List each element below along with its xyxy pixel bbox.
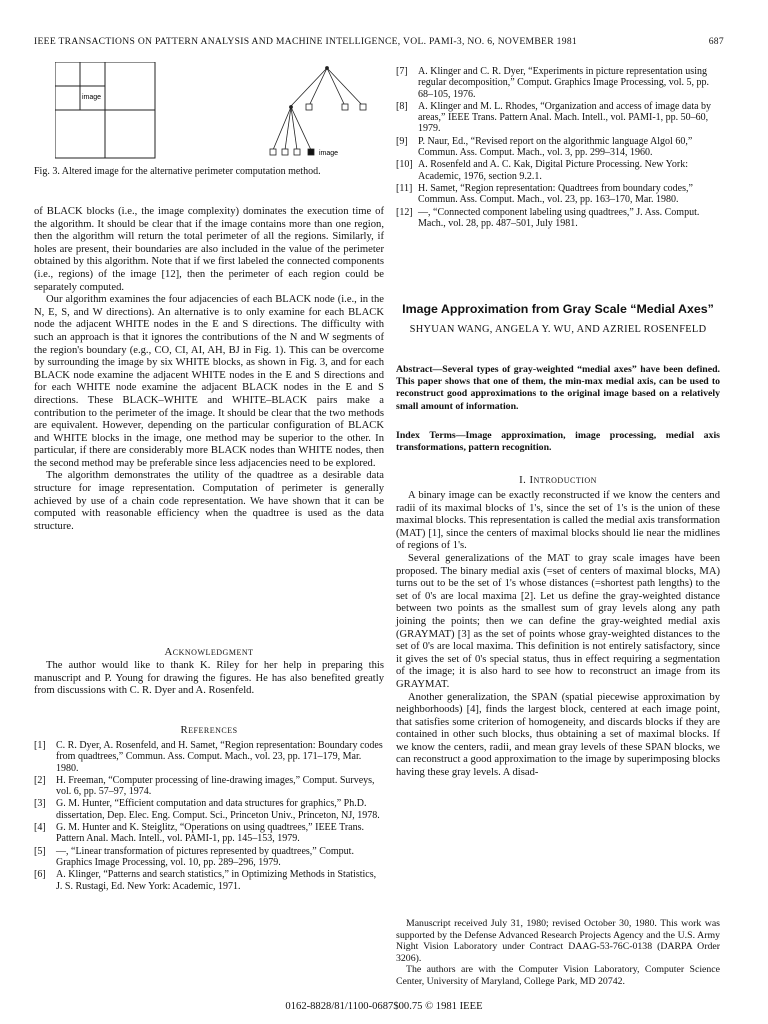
reference [396, 159, 720, 182]
paragraph: Several generalizations of the MAT to gray scale images have been proposed. The binary medial axis (=set of centers of maximal blocks, MA) turns out to be the set of 1's whose distances (=shortest path lengths) to the set of 0's are local maxima [2]. Let us define the gray-weighted distance between two points as the smallest sum of gray levels along any path joining the points; then we can define the gray-weighted medial axis (GRAYMAT) [3] as the set of points whose gray-weighted distances to the set of 0's are local maxima. This definition is not entirely satisfactory, since it gives the set of 0's special status, thus in effect requiring a segmentation of the image; it is also hard to see how to reconstruct an image from its GRAYMAT. [396, 552, 720, 690]
reference [396, 207, 720, 230]
reference-number: [12] [396, 206, 413, 218]
reference-text: A. Klinger and M. L. Rhodes, “Organization and access of image data by areas,” IEEE Trans. Pattern Anal. Mach. Intell., vol. PAMI-1, pp. 50–60, 1979. [418, 100, 712, 135]
right-references [396, 66, 720, 230]
tree-image-label: image [319, 150, 339, 157]
reference-number: [4] [34, 822, 46, 834]
left-column [34, 206, 384, 533]
reference-text: G. M. Hunter and K. Steiglitz, “Operations on using quadtrees,” IEEE Trans. Pattern Anal. Mach. Intell., vol. PAMI-1, pp. 145–153, 1979. [56, 822, 365, 845]
reference-number: [9] [396, 135, 408, 147]
reference-number: [11] [396, 182, 413, 194]
index-terms: Index Terms—Image approximation, image processing, medial axis transformations, pattern recognition. [396, 430, 720, 454]
reference-number: [7] [396, 66, 408, 77]
reference-text: A. Rosenfeld and A. C. Kak, Digital Picture Processing. New York: Academic, 1976, section 9.2.1. [418, 159, 688, 182]
footnote [396, 918, 720, 987]
reference-number: [1] [34, 740, 46, 751]
paragraph: of BLACK blocks (i.e., the image complexity) dominates the execution time of the algorithm. It should be clear that if the image contains more than one region, then the algorithm will return the total perimeter of all the regions. Similarly, if holes are present, their boundaries are also included in the value of the perimeter obtained by this algorithm. Note that if we first labeled the connected components (i.e., regions) of the image [12], then the perimeter of each region could be separately computed. [34, 206, 384, 293]
footnote-affiliation: The authors are with the Computer Vision Laboratory, Computer Science Center, University of Maryland, College Park, MD 20742. [396, 964, 720, 987]
paragraph: A binary image can be exactly reconstructed if we know the centers and radii of its maximal blocks of 1's, since the set of 1's is the union of these maximal blocks. This representation is called the medial axis transformation (MAT) [1], since the centers of maximal blocks should lie near the midlines of regions of 1's. [396, 490, 720, 552]
reference-number: [5] [34, 845, 46, 857]
quadtree-grid [55, 62, 155, 158]
figure-3 [55, 62, 385, 170]
figure-caption: Fig. 3. Altered image for the alternative perimeter computation method. [34, 166, 321, 177]
reference [34, 798, 384, 821]
section-heading: I. Introduction [519, 474, 597, 486]
grid-image-label: image [82, 94, 102, 101]
paragraph: Another generalization, the SPAN (spatial piecewise approximation by neighborhoods) [4], finds the largest block, centered at each image point, that satisfies some criterion of homogeneity, and discards blocks if they are contained in other such blocks, thus obtaining a set of maximal blocks. If we know the centers, radii, and mean gray levels of these SPAN blocks, we can reconstruct a good approximation to the image by superimposing blocks having these gray levels. A disad- [396, 691, 720, 779]
reference-number: [2] [34, 774, 46, 786]
copyright-line: 0162-8828/81/1100-0687$00.75 © 1981 IEEE [285, 1001, 483, 1012]
quadtree-diagram [270, 67, 366, 156]
acknowledgment [34, 660, 384, 698]
abstract: Abstract—Several types of gray-weighted “medial axes” have been defined. This paper shows that one of them, the min-max medial axis, can be used to reconstruct good approximations to the original image based on a relatively small amount of information. [396, 364, 720, 412]
article-title: Image Approximation from Gray Scale “Medial Axes” [402, 302, 714, 316]
reference [34, 822, 384, 845]
reference-text: A. Klinger, “Patterns and search statistics,” in Optimizing Methods in Statistics, J. S. Rustagi, Ed. New York: Academic, 1971. [56, 869, 377, 892]
reference [34, 740, 384, 774]
reference [34, 869, 384, 892]
reference [34, 775, 384, 798]
left-references [34, 740, 384, 893]
reference [34, 846, 384, 869]
paragraph: Our algorithm examines the four adjacencies of each BLACK node (i.e., in the N, E, S, and W directions). An alternative is to only examine for each BLACK node the adjacent WHITE nodes in the E and S directions. The difficulty with such an approach is that it ignores the contributions of the N and W segments of the region's boundary (e.g., CO, CI, AI, AH, BJ in Fig. 1). This can be overcome by surrounding the image by six WHITE blocks, as shown in Fig. 3, and for each BLACK node examine the adjacent WHITE nodes in the E and S directions and for each WHITE node examine the adjacent BLACK nodes in the E and S directions. These BLACK–WHITE and WHITE–BLACK pairs make a contribution to the perimeter of the image. It should be clear that the two methods are equivalent. However, depending on the particular configuration of BLACK and WHITE blocks in the image, one method may be superior to the other. In particular, if there are considerably more BLACK nodes than WHITE nodes, then the second method may be preferable since less adjacencies need to be explored. [34, 294, 384, 469]
reference-number: [10] [396, 159, 413, 171]
right-column [396, 490, 720, 780]
reference-text: H. Freeman, “Computer processing of line-drawing images,” Comput. Surveys, vol. 6, pp. 57–97, 1974. [56, 774, 375, 798]
journal-header: IEEE TRANSACTIONS ON PATTERN ANALYSIS AND MACHINE INTELLIGENCE, VOL. PAMI-3, NO. 6, NOVEMBER 1981 [34, 36, 578, 47]
reference-number: [8] [396, 100, 408, 112]
references-heading: References [180, 724, 238, 736]
reference-text: —, “Linear transformation of pictures represented by quadtrees,” Comput. Graphics Image Processing, vol. 10, pp. 289–296, 1979. [56, 845, 354, 868]
reference [396, 66, 720, 100]
acknowledgment-heading: Acknowledgment [164, 646, 254, 658]
reference [396, 101, 720, 135]
paragraph: The algorithm demonstrates the utility of the quadtree as a desirable data structure for image representation. Computation of perimeter is generally achieved by use of a chain code representation. We have shown that it can be computed with reasonable efficiency when the quadtree is used as the data structure. [34, 470, 384, 532]
article-authors: SHYUAN WANG, ANGELA Y. WU, AND AZRIEL ROSENFELD [409, 324, 707, 335]
reference-text: A. Klinger and C. R. Dyer, “Experiments in picture representation using regular decomposition,” Comput. Graphics Image Processing, vol. 5, pp. 68–105, 1976. [418, 66, 710, 100]
reference-text: —, “Connected component labeling using quadtrees,” J. Ass. Comput. Mach., vol. 28, pp. 487–501, July 1981. [418, 206, 700, 229]
running-header [34, 36, 724, 47]
reference-text: C. R. Dyer, A. Rosenfeld, and H. Samet, “Region representation: Boundary codes from quadtrees,” Commun. Ass. Comput. Mach., vol. 23, pp. 171–179, Mar. 1980. [56, 740, 383, 774]
reference-number: [3] [34, 798, 46, 810]
reference [396, 183, 720, 206]
footnote-manuscript: Manuscript received July 31, 1980; revised October 30, 1980. This work was supported by the Defense Advanced Research Projects Agency and the U.S. Army Night Vision Laboratory under Contract DAAG-53-76C-0138 (DARPA Order 3206). [396, 918, 720, 964]
reference-text: G. M. Hunter, “Efficient computation and data structures for graphics,” Ph.D. dissertation, Dep. Elec. Eng. Comput. Sci., Princeton Univ., Princeton, NJ, 1978. [56, 798, 380, 821]
reference [396, 136, 720, 159]
reference-text: P. Naur, Ed., “Revised report on the algorithmic language Algol 60,” Commun. Ass. Comput. Mach., vol. 3, pp. 299–314, 1960. [418, 135, 693, 159]
reference-number: [6] [34, 869, 46, 881]
reference-text: H. Samet, “Region representation: Quadtrees from boundary codes,” Commun. Ass. Comput. Mach., vol. 23, pp. 163–170, Mar. 1980. [418, 182, 693, 206]
page-number: 687 [708, 36, 724, 47]
acknowledgment-text: The author would like to thank K. Riley for her help in preparing this manuscript and P. Young for drawing the figures. He has also benefited greatly from discussions with C. R. Dyer and A. Rosenfeld. [34, 660, 384, 697]
